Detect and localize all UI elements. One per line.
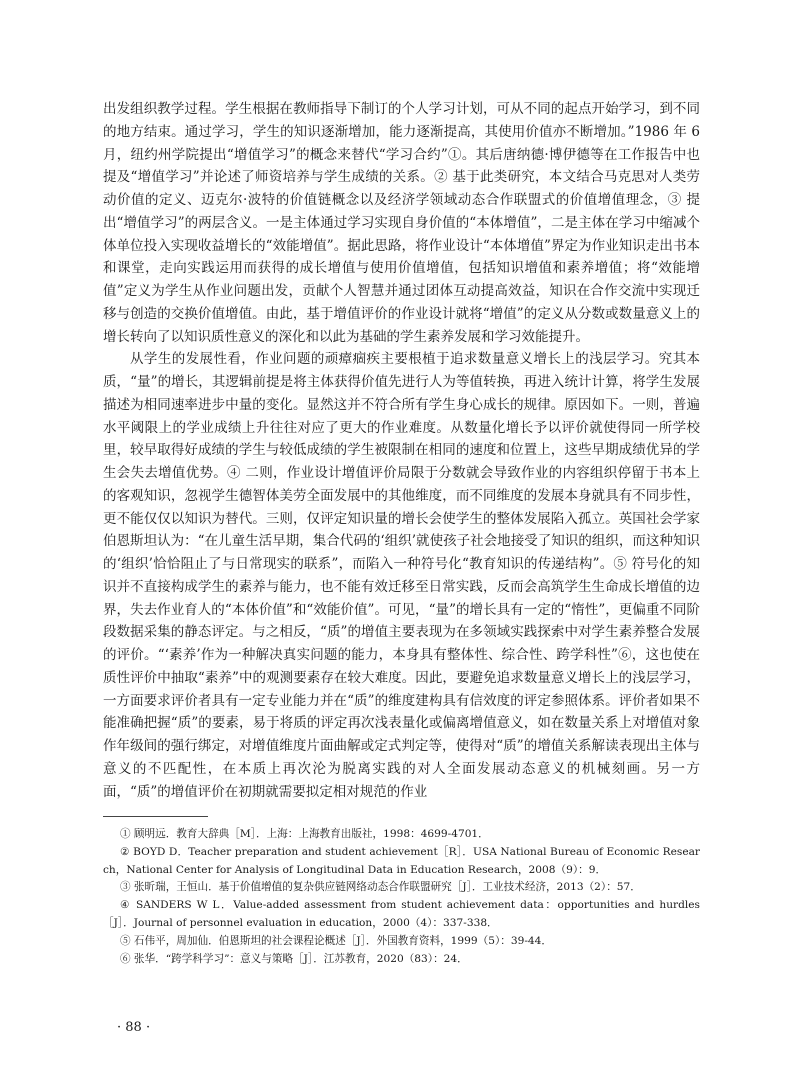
paragraph-development: 从学生的发展性看，作业问题的顽瘴痼疾主要根植于追求数量意义增长上的浅层学习。究其本质，“量”的增长，其逻辑前提是将主体获得价值先进行人为等值转换，再进入统计计算，将学生发展描述为相同速率进步中量的变化。显然这并不符合所有学生身心成长的规律。原因如下。一则，普遍水平阈限上的学业成绩上升往往对应了更大的作业难度。从数量化增长予以评价就使得同一所学校里，较早取得好成绩的学生与较低成绩的学生被限制在相同的速度和位置上，这些早期成绩优异的学生会失去增值优势。④ 二则，作业设计增值评价局限于分数就会导致作业的内容组织停留于书本上的客观知识，忽视学生德智体美劳全面发展中的其他维度，而不同维度的发展本身就具有不同步性，更不能仅仅以知识为替代。三则，仅评定知识量的增长会使学生的整体发展陷入孤立。英国社会学家伯恩斯坦认为：“在儿童生活早期，集合代码的‘组织’就使孩子社会地接受了知识的组织，而这种知识的‘组织’恰恰阻止了与日常现实的联系”，而陷入一种符号化“教育知识的传递结构”。⑤ 符号化的知识并不直接构成学生的素养与能力，也不能有效迁移至日常实践，反而会高筑学生生命成长增值的边界，失去作业育人的“本体价值”和“效能价值”。可见，“量”的增长具有一定的“惰性”，更偏重不同阶段数据采集的静态评定。与之相反，“质”的增值主要表现为在多领域实践探索中对学生素养整合发展的评价。“‘素养’作为一种解决真实问题的能力，本身具有整体性、综合性、跨学科性”⑥，这也使在质性评价中抽取“素养”中的观测要素存在较大难度。因此，要避免追求数量意义增长上的浅层学习，一方面要求评价者具有一定专业能力并在“质”的维度建构具有信效度的评定参照体系。评价者如果不能准确把握“质”的要素，易于将质的评定再次浅表量化或偏离增值意义，如在数量关系上对增值对象作年级间的强行绑定，对增值维度片面曲解或定式判定等，使得对“质”的增值关系解读表现出主体与意义的不匹配性，在本质上再次沦为脱离实践的对人全面发展动态意义的机械刻画。另一方面，“质”的增值评价在初期就需要拟定相对规范的作业 — [103, 351, 700, 800]
footnote-2: ② BOYD D．Teacher preparation and student achievement［R］．USA National Bureau of Economic Research，National Center for Analysis of Longitudinal Data in Education Research，2008（9）：9． — [103, 845, 700, 876]
footnote-3: ③ 张昕瑞，王恒山．基于价值增值的复杂供应链网络动态合作联盟研究［J］．工业技术经济，2013（2）：57． — [119, 881, 641, 894]
page-number: · 88 · — [117, 1020, 151, 1035]
footnote-5: ⑤ 石伟平，周加仙．伯恩斯坦的社会课程论概述［J］．外国教育资料，1999（5）：39-44． — [119, 934, 552, 947]
footnote-4: ④ SANDERS W L．Value-added assessment from student achievement data：opportunities and hurdles［J］．Journal of personnel evaluation in education，2000（4）：337-338． — [103, 899, 700, 929]
footnote-separator — [103, 816, 208, 817]
main-text — [103, 98, 700, 803]
footnote-6: ⑥ 张华．“跨学科学习”：意义与策略［J］．江苏教育，2020（83）：24． — [119, 952, 468, 965]
footnotes — [103, 826, 700, 968]
footnote-1: ① 顾明远．教育大辞典［M］．上海：上海教育出版社，1998：4699-4701． — [119, 828, 489, 840]
paragraph-continued: 出发组织教学过程。学生根据在教师指导下制订的个人学习计划，可从不同的起点开始学习，到不同的地方结束。通过学习，学生的知识逐渐增加，能力逐渐提高，其使用价值亦不断增加。”1986 年 6 月，纽约州学院提出“增值学习”的概念来替代“学习合约”①。其后唐纳德·博伊德等在工作报告中也提及“增值学习”并论述了师资培养与学生成绩的关系。② 基于此类研究，本文结合马克思对人类劳动价值的定义、迈克尔·波特的价值链概念以及经济学领域动态合作联盟式的价值增值理念，③ 提出“增值学习”的两层含义。一是主体通过学习实现自身价值的“本体增值”，二是主体在学习中缩减个体单位投入实现收益增长的“效能增值”。据此思路，将作业设计“本体增值”界定为作业知识走出书本和课堂，走向实践运用而获得的成长增值与使用价值增值，包括知识增值和素养增值；将“效能增值”定义为学生从作业问题出发，贡献个人智慧并通过团体互动提高效益，知识在合作交流中实现迁移与创造的交换价值增值。由此，基于增值评价的作业设计就将“增值”的定义从分数或数量意义上的增长转向了以知识质性意义的深化和以此为基础的学生素养发展和学习效能提升。 — [103, 101, 700, 345]
